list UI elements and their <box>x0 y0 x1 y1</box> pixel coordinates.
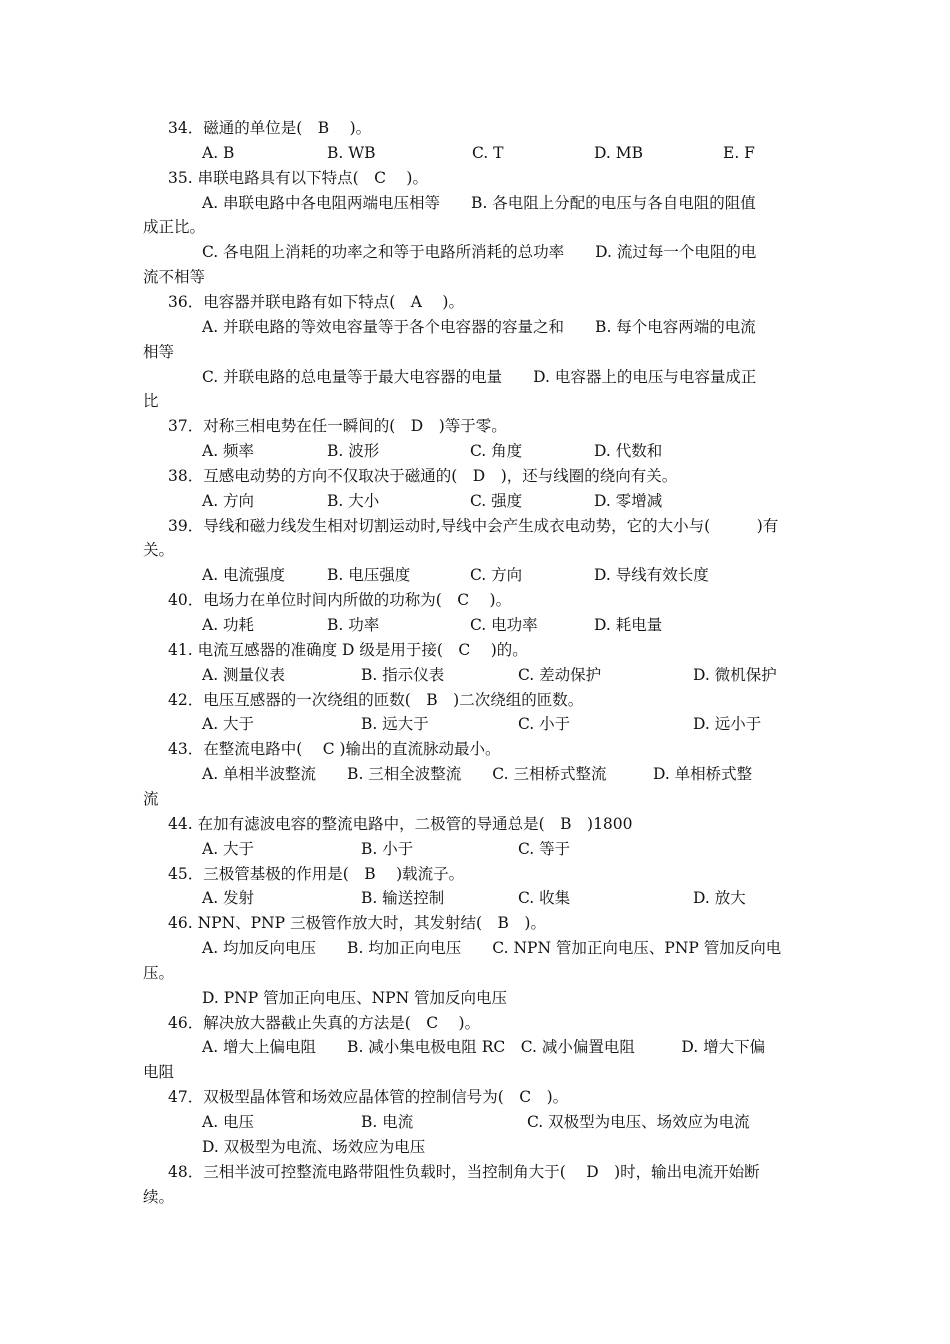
answer-option: B. 小于 <box>361 840 414 858</box>
answer-option: C. 电功率 <box>470 616 538 634</box>
question-line: 43．在整流电路中( C )输出的直流脉动最小。 <box>168 740 501 758</box>
question-line: 39．导线和磁力线发生相对切割运动时,导线中会产生成衣电动势，它的大小与( )有 <box>168 517 779 535</box>
answer-option: D. 耗电量 <box>594 616 663 634</box>
question-line: 40．电场力在单位时间内所做的功称为( C )。 <box>168 591 512 609</box>
answer-option: D. 微机保护 <box>693 666 777 684</box>
continuation-line: 比 <box>143 392 159 410</box>
question-line: 35. 串联电路具有以下特点( C )。 <box>168 169 428 187</box>
answer-option: B. 远大于 <box>361 715 429 733</box>
question-line: 46．解决放大器截止失真的方法是( C )。 <box>168 1014 481 1032</box>
option-line: A. 并联电路的等效电容量等于各个电容器的容量之和 B. 每个电容两端的电流 <box>202 318 756 336</box>
answer-option: C. 收集 <box>518 889 571 907</box>
option-line: A. 均加反向电压 B. 均加正向电压 C. NPN 管加正向电压、PNP 管加反向电 <box>202 939 782 957</box>
answer-option: C. 等于 <box>518 840 571 858</box>
option-line: D. PNP 管加正向电压、NPN 管加反向电压 <box>202 989 508 1007</box>
answer-option: C. T <box>472 144 504 162</box>
continuation-line: 相等 <box>143 343 175 361</box>
option-line: C. 各电阻上消耗的功率之和等于电路所消耗的总功率 D. 流过每一个电阻的电 <box>202 243 757 261</box>
answer-option: A. 方向 <box>202 492 255 510</box>
question-line: 38．互感电动势的方向不仅取决于磁通的( D )，还与线圈的绕向有关。 <box>168 467 678 485</box>
answer-option: B. 波形 <box>327 442 380 460</box>
continuation-line: 续。 <box>143 1188 175 1206</box>
continuation-line: 关。 <box>143 541 175 559</box>
answer-option: B. 电流 <box>361 1113 414 1131</box>
option-line: A. 增大上偏电阻 B. 减小集电极电阻 RC C. 减小偏置电阻 D. 增大下偏 <box>202 1038 766 1056</box>
answer-option: A. 功耗 <box>202 616 255 634</box>
answer-option: C. 强度 <box>470 492 523 510</box>
question-line: 36．电容器并联电路有如下特点( A )。 <box>168 293 464 311</box>
answer-option: A. 大于 <box>202 715 255 733</box>
answer-option: A. 测量仪表 <box>202 666 286 684</box>
answer-option: B. WB <box>327 144 376 162</box>
question-line: 48．三相半波可控整流电路带阻性负载时，当控制角大于( D )时，输出电流开始断 <box>168 1163 760 1181</box>
answer-option: B. 大小 <box>327 492 380 510</box>
question-line: 46. NPN、PNP 三极管作放大时，其发射结( B )。 <box>168 914 546 932</box>
answer-option: D. MB <box>594 144 643 162</box>
continuation-line: 电阻 <box>143 1063 175 1081</box>
answer-option: B. 输送控制 <box>361 889 445 907</box>
answer-option: D. 导线有效长度 <box>594 566 709 584</box>
answer-option: C. 差动保护 <box>518 666 602 684</box>
option-line: D. 双极型为电流、场效应为电压 <box>202 1138 426 1156</box>
answer-option: A. 发射 <box>202 889 255 907</box>
answer-option: C. 小于 <box>518 715 571 733</box>
option-line: A. 串联电路中各电阻两端电压相等 B. 各电阻上分配的电压与各自电阻的阻值 <box>202 194 756 212</box>
answer-option: D. 零增减 <box>594 492 663 510</box>
question-line: 37．对称三相电势在任一瞬间的( D )等于零。 <box>168 417 507 435</box>
answer-option: E. F <box>723 144 755 162</box>
continuation-line: 成正比。 <box>143 218 206 236</box>
question-line: 34．磁通的单位是( B )。 <box>168 119 372 137</box>
continuation-line: 流 <box>143 790 159 808</box>
continuation-line: 压。 <box>143 964 175 982</box>
answer-option: D. 远小于 <box>693 715 762 733</box>
question-line: 47．双极型晶体管和场效应晶体管的控制信号为( C )。 <box>168 1088 569 1106</box>
answer-option: C. 方向 <box>470 566 523 584</box>
answer-option: D. 放大 <box>693 889 746 907</box>
answer-option: A. 电压 <box>202 1113 255 1131</box>
question-line: 41. 电流互感器的准确度 D 级是用于接( C )的。 <box>168 641 528 659</box>
continuation-line: 流不相等 <box>143 268 206 286</box>
question-line: 45．三极管基极的作用是( B )载流子。 <box>168 865 465 883</box>
question-line: 44. 在加有滤波电容的整流电路中，二极管的导通总是( B )1800 <box>168 815 633 833</box>
answer-option: A. 频率 <box>202 442 255 460</box>
answer-option: A. B <box>202 144 235 162</box>
answer-option: B. 电压强度 <box>327 566 411 584</box>
answer-option: D. 代数和 <box>594 442 663 460</box>
answer-option: A. 大于 <box>202 840 255 858</box>
question-line: 42．电压互感器的一次绕组的匝数( B )二次绕组的匝数。 <box>168 691 584 709</box>
answer-option: A. 电流强度 <box>202 566 286 584</box>
answer-option: C. 双极型为电压、场效应为电流 <box>527 1113 750 1131</box>
answer-option: B. 功率 <box>327 616 380 634</box>
answer-option: C. 角度 <box>470 442 523 460</box>
answer-option: B. 指示仪表 <box>361 666 445 684</box>
option-line: C. 并联电路的总电量等于最大电容器的电量 D. 电容器上的电压与电容量成正 <box>202 368 757 386</box>
option-line: A. 单相半波整流 B. 三相全波整流 C. 三相桥式整流 D. 单相桥式整 <box>202 765 753 783</box>
